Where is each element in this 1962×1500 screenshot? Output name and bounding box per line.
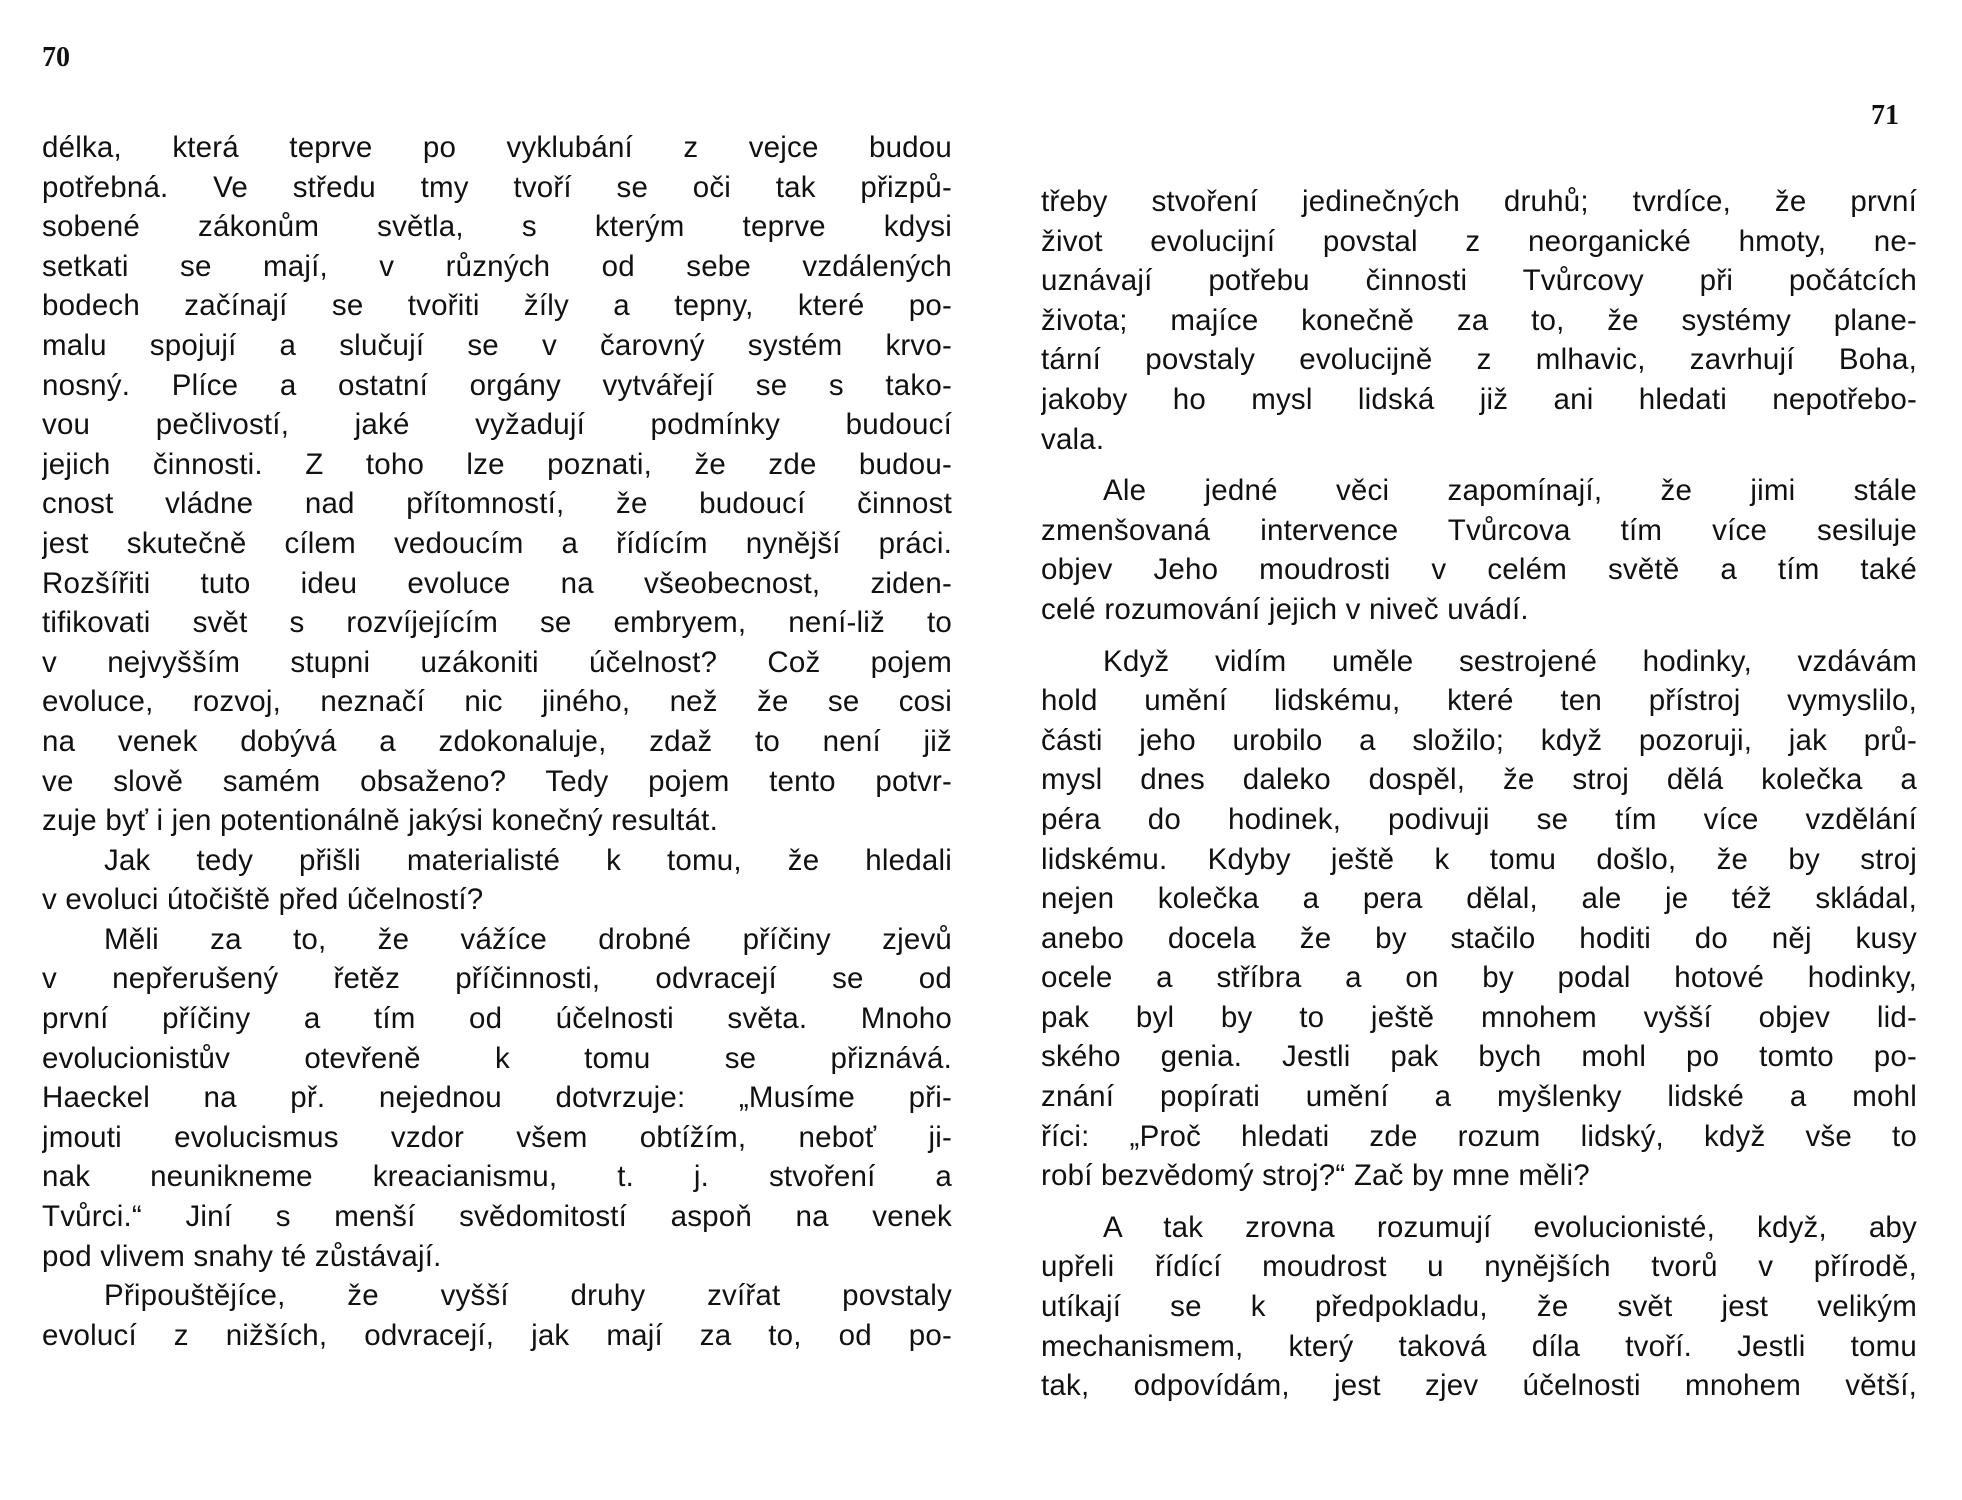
text-line: jmouti evolucismus vzdor všem obtížím, neboť ji- [42, 1120, 952, 1154]
text-line: nak neunikneme kreacianismu, t. j. stvoření a [42, 1160, 952, 1194]
text-line: mysl dnes daleko dospěl, že stroj dělá kolečka a [1041, 763, 1917, 797]
text-line: malu spojují a slučují se v čarovný systém krvo- [42, 328, 952, 362]
text-line: jest skutečně cílem vedoucím a řídícím nynější práci. [42, 526, 952, 560]
text-line: zuje byť i jen potentionálně jakýsi konečný resultát. [42, 804, 718, 838]
text-line: života; majíce konečně za to, že systémy plane- [1041, 303, 1917, 337]
text-line: potřebná. Ve středu tmy tvoří se oči tak přizpů- [42, 170, 952, 204]
text-line: evolucionistův otevřeně k tomu se přiznává. [42, 1041, 952, 1075]
text-line: evoluce, rozvoj, neznačí nic jiného, než že se cosi [42, 685, 952, 719]
text-line: tární povstaly evolucijně z mlhavic, zavrhují Boha, [1041, 343, 1917, 377]
text-line: péra do hodinek, podivuji se tím více vzdělání [1041, 802, 1917, 836]
text-line: anebo docela že by stačilo hoditi do něj kusy [1041, 921, 1917, 955]
text-line: robí bezvědomý stroj?“ Zač by mne měli? [1041, 1159, 1590, 1193]
text-line: život evolucijní povstal z neorganické hmoty, ne- [1041, 224, 1917, 258]
text-line: celé rozumování jejich v niveč uvádí. [1041, 592, 1529, 626]
text-line: utíkají se k předpokladu, že svět jest velikým [1041, 1290, 1917, 1324]
text-line: evolucí z nižších, odvracejí, jak mají za to, od po- [42, 1318, 952, 1352]
text-line: cnost vládne nad přítomností, že budoucí činnost [42, 487, 952, 521]
text-line: jejich činnosti. Z toho lze poznati, že zde budou- [42, 447, 952, 481]
text-line: jakoby ho mysl lidská již ani hledati nepotřebo- [1041, 382, 1917, 416]
text-line: Jak tedy přišli materialisté k tomu, že hledali [104, 843, 952, 877]
text-line: na venek dobývá a zdokonaluje, zdaž to není již [42, 724, 952, 758]
text-line: Haeckel na př. nejednou dotvrzuje: „Musíme při- [42, 1081, 952, 1115]
text-line: pak byl by to ještě mnohem vyšší objev lid- [1041, 1000, 1917, 1034]
text-line: bodech začínají se tvořiti žíly a tepny, které po- [42, 289, 952, 323]
text-line: ského genia. Jestli pak bych mohl po tomto po- [1041, 1040, 1917, 1074]
left-page-text [42, 128, 952, 1355]
text-line: Připouštějíce, že vyšší druhy zvířat povstaly [104, 1279, 952, 1313]
text-line: vala. [1041, 422, 1105, 456]
text-line: objev Jeho moudrosti v celém světě a tím také [1041, 553, 1917, 587]
text-line: upřeli řídící moudrost u nynějších tvorů v přírodě, [1041, 1250, 1917, 1284]
text-line: říci: „Proč hledati zde rozum lidský, když vše to [1041, 1119, 1917, 1153]
text-line: sobené zákonům světla, s kterým teprve kdysi [42, 210, 952, 244]
text-line: třeby stvoření jedinečných druhů; tvrdíce, že první [1041, 185, 1917, 218]
text-line: v nepřerušený řetěz příčinnosti, odvracejí se od [42, 962, 952, 996]
text-line: pod vlivem snahy té zůstávají. [42, 1239, 442, 1273]
text-line: první příčiny a tím od účelnosti světa. Mnoho [42, 1002, 952, 1036]
text-line: Měli za to, že vážíce drobné příčiny zjevů [104, 922, 952, 956]
text-line: uznávají potřebu činnosti Tvůrcovy při počátcích [1041, 264, 1917, 298]
right-page [981, 0, 1962, 1500]
text-line: vou pečlivostí, jaké vyžadují podmínky budoucí [42, 408, 952, 442]
text-line: Ale jedné věci zapomínají, že jimi stále [1103, 474, 1917, 508]
text-line: v evoluci útočiště před účelností? [42, 883, 484, 917]
text-line: Rozšířiti tuto ideu evoluce na všeobecnost, ziden- [42, 566, 952, 600]
text-line: tifikovati svět s rozvíjejícím se embryem, není-liž to [42, 606, 952, 640]
text-line: A tak zrovna rozumují evolucionisté, když, aby [1103, 1210, 1917, 1244]
text-line: lidskému. Kdyby ještě k tomu došlo, že by stroj [1041, 842, 1917, 876]
text-line: Když vidím uměle sestrojené hodinky, vzdávám [1103, 644, 1917, 678]
text-line: hold umění lidskému, které ten přístroj vymyslilo, [1041, 684, 1917, 718]
text-line: nejen kolečka a pera dělal, ale je též skládal, [1041, 882, 1917, 916]
text-line: v nejvyšším stupni uzákoniti účelnost? Což pojem [42, 645, 952, 679]
text-line: zmenšovaná intervence Tvůrcova tím více sesiluje [1041, 513, 1917, 547]
text-line: délka, která teprve po vyklubání z vejce budou [42, 131, 952, 164]
text-line: tak, odpovídám, jest zjev účelnosti mnohem větší, [1041, 1369, 1917, 1403]
text-line: setkati se mají, v různých od sebe vzdálených [42, 249, 952, 283]
right-page-number: 71 [1871, 100, 1899, 131]
text-line: znání popírati umění a myšlenky lidské a mohl [1041, 1080, 1917, 1114]
right-page-text [1041, 182, 1917, 1406]
text-line: ocele a stříbra a on by podal hotové hodinky, [1041, 961, 1917, 995]
left-page-number: 70 [42, 42, 70, 73]
text-line: části jeho urobilo a složilo; když pozoruji, jak prů- [1041, 723, 1917, 757]
text-line: mechanismem, který taková díla tvoří. Jestli tomu [1041, 1329, 1917, 1363]
text-line: ve slově samém obsaženo? Tedy pojem tento potvr- [42, 764, 952, 798]
text-line: nosný. Plíce a ostatní orgány vytvářejí se s tako- [42, 368, 952, 402]
text-line: Tvůrci.“ Jiní s menší svědomitostí aspoň na venek [42, 1200, 952, 1234]
